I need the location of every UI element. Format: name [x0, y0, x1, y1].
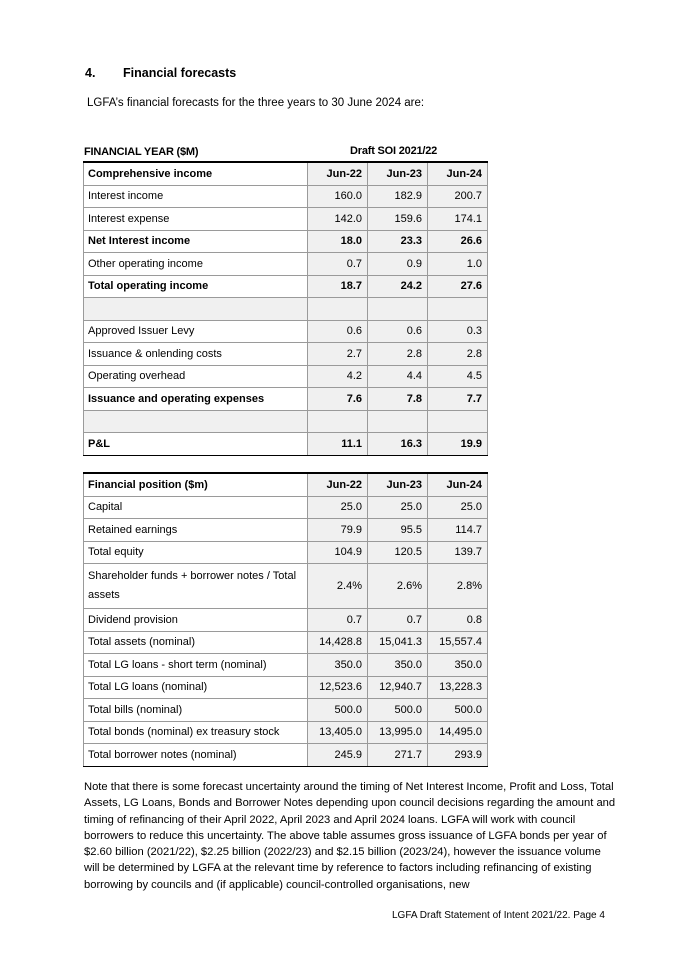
header-col: Jun-23	[368, 162, 428, 185]
cell-value: 0.9	[368, 253, 428, 276]
cell-value: 120.5	[368, 541, 428, 564]
table-header-row	[84, 473, 488, 496]
table-row	[84, 388, 488, 411]
row-label: Total bonds (nominal) ex treasury stock	[84, 721, 308, 744]
row-label: Total equity	[84, 541, 308, 564]
table-row	[84, 320, 488, 343]
cell-value: 104.9	[308, 541, 368, 564]
row-label: Interest expense	[84, 208, 308, 231]
cell-value: 159.6	[368, 208, 428, 231]
table-row	[84, 699, 488, 722]
cell-value: 500.0	[368, 699, 428, 722]
cell-value: 19.9	[428, 433, 488, 456]
table-row	[84, 609, 488, 632]
cell-value: 0.7	[368, 609, 428, 632]
cell-value: 27.6	[428, 275, 488, 298]
cell-value: 23.3	[368, 230, 428, 253]
row-label: Total operating income	[84, 275, 308, 298]
cell-value: 11.1	[308, 433, 368, 456]
cell-value: 139.7	[428, 541, 488, 564]
cell-value: 350.0	[428, 654, 488, 677]
cell-value: 350.0	[368, 654, 428, 677]
cell-value: 7.8	[368, 388, 428, 411]
row-label: Total assets (nominal)	[84, 631, 308, 654]
row-label: Total LG loans (nominal)	[84, 676, 308, 699]
cell-value: 0.3	[428, 320, 488, 343]
cell-value: 13,405.0	[308, 721, 368, 744]
cell-value: 500.0	[428, 699, 488, 722]
cell-value: 142.0	[308, 208, 368, 231]
row-label: Capital	[84, 496, 308, 519]
table-row	[84, 541, 488, 564]
section-number: 4.	[85, 66, 96, 80]
header-col: Jun-24	[428, 162, 488, 185]
forecast-note: Note that there is some forecast uncertainty around the timing of Net Interest Income, Profit and Loss, Total Assets, LG Loans, Bonds and Borrower Notes depending upon council decisions regarding the amount and timing of refinancing of their April 2022, April 2023 and April 2024 loans. LGFA will work with council borrowers to reduce this uncertainty. The above table assumes gross issuance of LGFA bonds per year of $2.60 billion (2021/22), $2.25 billion (2022/23) and $2.15 billion (2023/24), however the issuance volume will be determined by LGFA at the relevant time by reference to factors including refinancing of existing borrowing by councils and (if applicable) council-controlled organisations, new	[84, 781, 616, 891]
cell-value: 500.0	[308, 699, 368, 722]
table-row	[84, 519, 488, 542]
row-label: Interest income	[84, 185, 308, 208]
spacer-row	[84, 410, 488, 433]
table-row	[84, 230, 488, 253]
cell-value: 12,523.6	[308, 676, 368, 699]
cell-value: 15,041.3	[368, 631, 428, 654]
header-col: Jun-22	[308, 162, 368, 185]
draft-soi-caption: Draft SOI 2021/22	[350, 145, 438, 157]
cell-value: 25.0	[368, 496, 428, 519]
cell-value: 13,228.3	[428, 676, 488, 699]
row-label: Shareholder funds + borrower notes / Total assets	[84, 564, 308, 609]
table-row	[84, 631, 488, 654]
row-label: Dividend provision	[84, 609, 308, 632]
cell-value: 2.7	[308, 343, 368, 366]
section-title: Financial forecasts	[123, 66, 237, 80]
cell-value: 0.7	[308, 609, 368, 632]
table-row	[84, 676, 488, 699]
header-col: Jun-23	[368, 473, 428, 496]
cell-value: 15,557.4	[428, 631, 488, 654]
cell-value: 0.8	[428, 609, 488, 632]
cell-value: 2.8%	[428, 564, 488, 609]
cell-value: 16.3	[368, 433, 428, 456]
cell-value: 18.7	[308, 275, 368, 298]
cell-value: 271.7	[368, 744, 428, 767]
table-row	[84, 275, 488, 298]
cell-value: 12,940.7	[368, 676, 428, 699]
cell-value: 160.0	[308, 185, 368, 208]
header-label: Financial position ($m)	[84, 473, 308, 496]
cell-value: 18.0	[308, 230, 368, 253]
cell-value: 1.0	[428, 253, 488, 276]
cell-value: 24.2	[368, 275, 428, 298]
spacer-row	[84, 298, 488, 321]
cell-value: 7.7	[428, 388, 488, 411]
cell-value: 174.1	[428, 208, 488, 231]
cell-value: 7.6	[308, 388, 368, 411]
cell-value: 2.8	[428, 343, 488, 366]
intro-text: LGFA’s financial forecasts for the three years to 30 June 2024 are:	[87, 97, 425, 109]
table-row	[84, 564, 488, 609]
cell-value: 2.8	[368, 343, 428, 366]
cell-value: 2.6%	[368, 564, 428, 609]
table-row	[84, 208, 488, 231]
cell-value: 26.6	[428, 230, 488, 253]
table-row	[84, 253, 488, 276]
cell-value: 350.0	[308, 654, 368, 677]
table-row	[84, 721, 488, 744]
table-row	[84, 744, 488, 767]
row-label: Retained earnings	[84, 519, 308, 542]
cell-value: 14,428.8	[308, 631, 368, 654]
row-label: P&L	[84, 433, 308, 456]
cell-value: 25.0	[308, 496, 368, 519]
cell-value: 245.9	[308, 744, 368, 767]
cell-value: 14,495.0	[428, 721, 488, 744]
row-label: Operating overhead	[84, 365, 308, 388]
table-row	[84, 654, 488, 677]
section-heading	[85, 66, 236, 80]
cell-value: 200.7	[428, 185, 488, 208]
row-label: Total borrower notes (nominal)	[84, 744, 308, 767]
cell-value: 0.6	[308, 320, 368, 343]
row-label: Approved Issuer Levy	[84, 320, 308, 343]
cell-value: 2.4%	[308, 564, 368, 609]
cell-value: 4.4	[368, 365, 428, 388]
table-header-row	[84, 162, 488, 185]
cell-value: 13,995.0	[368, 721, 428, 744]
header-label: Comprehensive income	[84, 162, 308, 185]
comprehensive-income-table	[83, 161, 488, 456]
row-label: Issuance and operating expenses	[84, 388, 308, 411]
header-col: Jun-24	[428, 473, 488, 496]
table-row	[84, 343, 488, 366]
row-label: Other operating income	[84, 253, 308, 276]
row-label: Total bills (nominal)	[84, 699, 308, 722]
table-row	[84, 185, 488, 208]
cell-value: 79.9	[308, 519, 368, 542]
cell-value: 25.0	[428, 496, 488, 519]
cell-value: 293.9	[428, 744, 488, 767]
table-row	[84, 433, 488, 456]
cell-value: 182.9	[368, 185, 428, 208]
cell-value: 0.6	[368, 320, 428, 343]
table-row	[84, 365, 488, 388]
cell-value: 0.7	[308, 253, 368, 276]
financial-position-table	[83, 472, 488, 767]
page-footer: LGFA Draft Statement of Intent 2021/22. Page 4	[392, 910, 605, 921]
cell-value: 4.2	[308, 365, 368, 388]
cell-value: 114.7	[428, 519, 488, 542]
row-label: Total LG loans - short term (nominal)	[84, 654, 308, 677]
row-label: Net Interest income	[84, 230, 308, 253]
table-row	[84, 496, 488, 519]
header-col: Jun-22	[308, 473, 368, 496]
financial-year-caption: FINANCIAL YEAR ($M)	[84, 146, 199, 158]
cell-value: 4.5	[428, 365, 488, 388]
cell-value: 95.5	[368, 519, 428, 542]
row-label: Issuance & onlending costs	[84, 343, 308, 366]
